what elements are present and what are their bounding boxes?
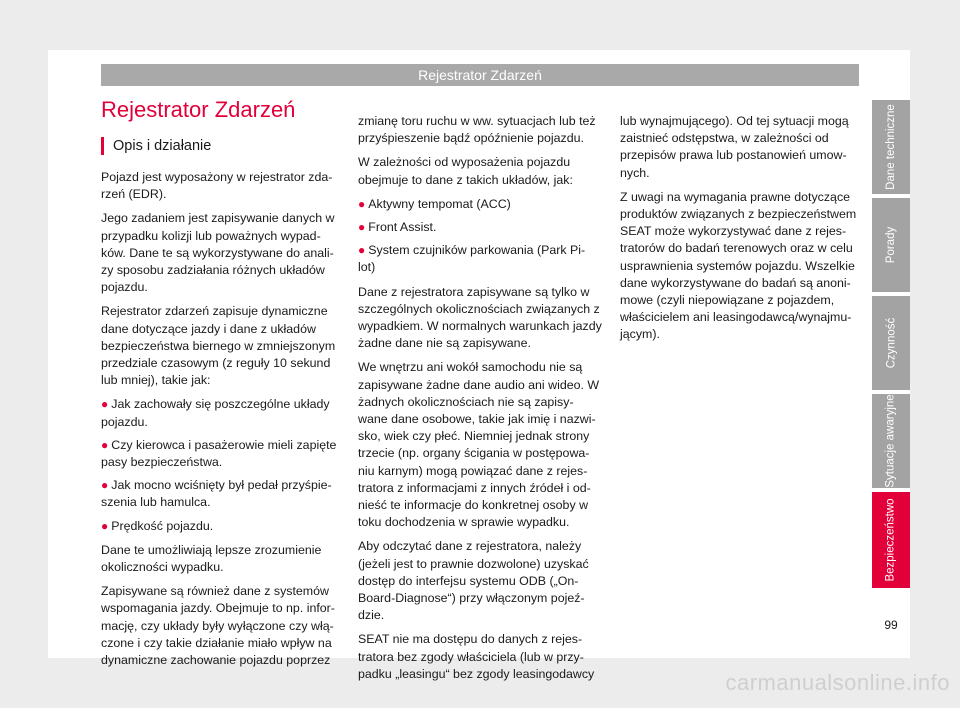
bullet-icon: ● xyxy=(101,478,109,493)
bullet-icon: ● xyxy=(358,220,366,235)
list-item: ● Prędkość pojazdu. xyxy=(101,518,214,533)
paragraph: Jego zadaniem jest zapisywanie danych w przypadku kolizji lub poważnych wypad- ków. Dane te są wykorzystywane do anali- zy sposobu zadziałania różnych układów pojazdu. xyxy=(101,211,335,295)
column-2 xyxy=(358,113,602,690)
list-item: ● Aktywny tempomat (ACC) xyxy=(358,196,511,211)
list-item: ● Jak mocno wciśnięty był pedał przyśpie- szenia lub hamulca. xyxy=(101,478,332,510)
tab-sytuacje-awaryjne[interactable]: Sytuacje awaryjne xyxy=(872,394,910,488)
paragraph: Aby odczytać dane z rejestratora, należy (jeżeli jest to prawnie dozwolone) uzyskać dostęp do interfejsu systemu ODB („On- Board-Diagnose“) przy włączonym pojeź- dzie. xyxy=(358,539,589,623)
bullet-list xyxy=(358,196,602,277)
section-title: Rejestrator Zdarzeń xyxy=(101,97,296,122)
section-subtitle: Opis i działanie xyxy=(101,137,339,155)
page-number: 99 xyxy=(884,618,898,632)
paragraph: Pojazd jest wyposażony w rejestrator zda- rzeń (EDR). xyxy=(101,170,333,202)
bullet-icon: ● xyxy=(101,518,109,533)
watermark: carmanualsonline.info xyxy=(725,670,950,695)
bullet-icon: ● xyxy=(358,196,366,211)
paragraph: We wnętrzu ani wokół samochodu nie są zapisywane żadne dane audio ani wideo. W żadnych okolicznościach nie są zapisy- wane dane osobowe, takie jak imię i nazwi- sko, wiek czy płeć. Niemniej jednak strony trzecie (np. organy ścigania w postępowa- niu karnym) mogą powiązać dane z rejes- tratora z informacjami z innych źródeł i od- nieść te informacje do konkretnej osoby w toku dochodzenia w sprawie wypadku. xyxy=(358,360,600,530)
bullet-icon: ● xyxy=(101,437,109,452)
bullet-icon: ● xyxy=(358,243,366,258)
list-item: ● Czy kierowca i pasażerowie mieli zapięte pasy bezpieczeństwa. xyxy=(101,437,337,470)
paragraph: Z uwagi na wymagania prawne dotyczące produktów związanych z bezpieczeństwem SEAT może wykorzystywać dane z rejes- tratorów do badań terenowych oraz w celu usprawnienia systemów pojazdu. Wszelkie dane wykorzystywane do badań są anoni- mowe (czyli niepowiązane z pojazdem, właścicielem ani leasingodawcą/wynajmu- jącym). xyxy=(620,189,857,342)
paragraph: SEAT nie ma dostępu do danych z rejes- tratora bez zgody właściciela (lub w przy- padku „leasingu“ bez zgody leasingodawcy xyxy=(358,632,595,681)
tab-porady[interactable]: Porady xyxy=(872,198,910,292)
list-item: ● Jak zachowały się poszczególne układy pojazdu. xyxy=(101,397,330,429)
paragraph: Dane z rejestratora zapisywane są tylko w szczególnych okolicznościach związanych z wypadkiem. W normalnych warunkach jazdy żadne dane nie są zapisywane. xyxy=(358,284,602,351)
running-header: Rejestrator Zdarzeń xyxy=(101,64,859,86)
list-item: ● Front Assist. xyxy=(358,220,437,235)
paragraph: lub wynajmującego). Od tej sytuacji mogą zaistnieć odstępstwa, w zależności od przepisów prawa lub postanowień umow- nych. xyxy=(620,114,849,180)
paragraph: Rejestrator zdarzeń zapisuje dynamiczne dane dotyczące jazdy i dane z układów bezpieczeństwa biernego w zmniejszonym przedziale czasowym (z reguły 10 sekund lub mniej), takie jak: xyxy=(101,304,336,388)
paragraph: Zapisywane są również dane z systemów wspomagania jazdy. Obejmuje to np. infor- mację, czy układy były wyłączone czy włą- czone i czy takie działanie miało wpływ na dynamiczne zachowanie pojazdu poprzez xyxy=(101,584,335,668)
tab-czynnosc[interactable]: Czynność xyxy=(872,296,910,390)
column-3 xyxy=(620,113,858,351)
paragraph: zmianę toru ruchu w ww. sytuacjach lub też przyśpieszenie bądź opóźnienie pojazdu. xyxy=(358,114,596,146)
paragraph: Dane te umożliwiają lepsze zrozumienie okoliczności wypadku. xyxy=(101,542,322,575)
tab-bezpieczenstwo[interactable]: Bezpieczeństwo xyxy=(872,492,910,588)
side-tabs xyxy=(872,100,910,588)
tab-dane-techniczne[interactable]: Dane techniczne xyxy=(872,100,910,194)
list-item: ● System czujników parkowania (Park Pi- lot) xyxy=(358,243,586,275)
bullet-icon: ● xyxy=(101,397,109,412)
paragraph: W zależności od wyposażenia pojazdu obejmuje to dane z takich układów, jak: xyxy=(358,155,573,187)
column-1 xyxy=(101,97,339,676)
bullet-list xyxy=(101,396,339,534)
